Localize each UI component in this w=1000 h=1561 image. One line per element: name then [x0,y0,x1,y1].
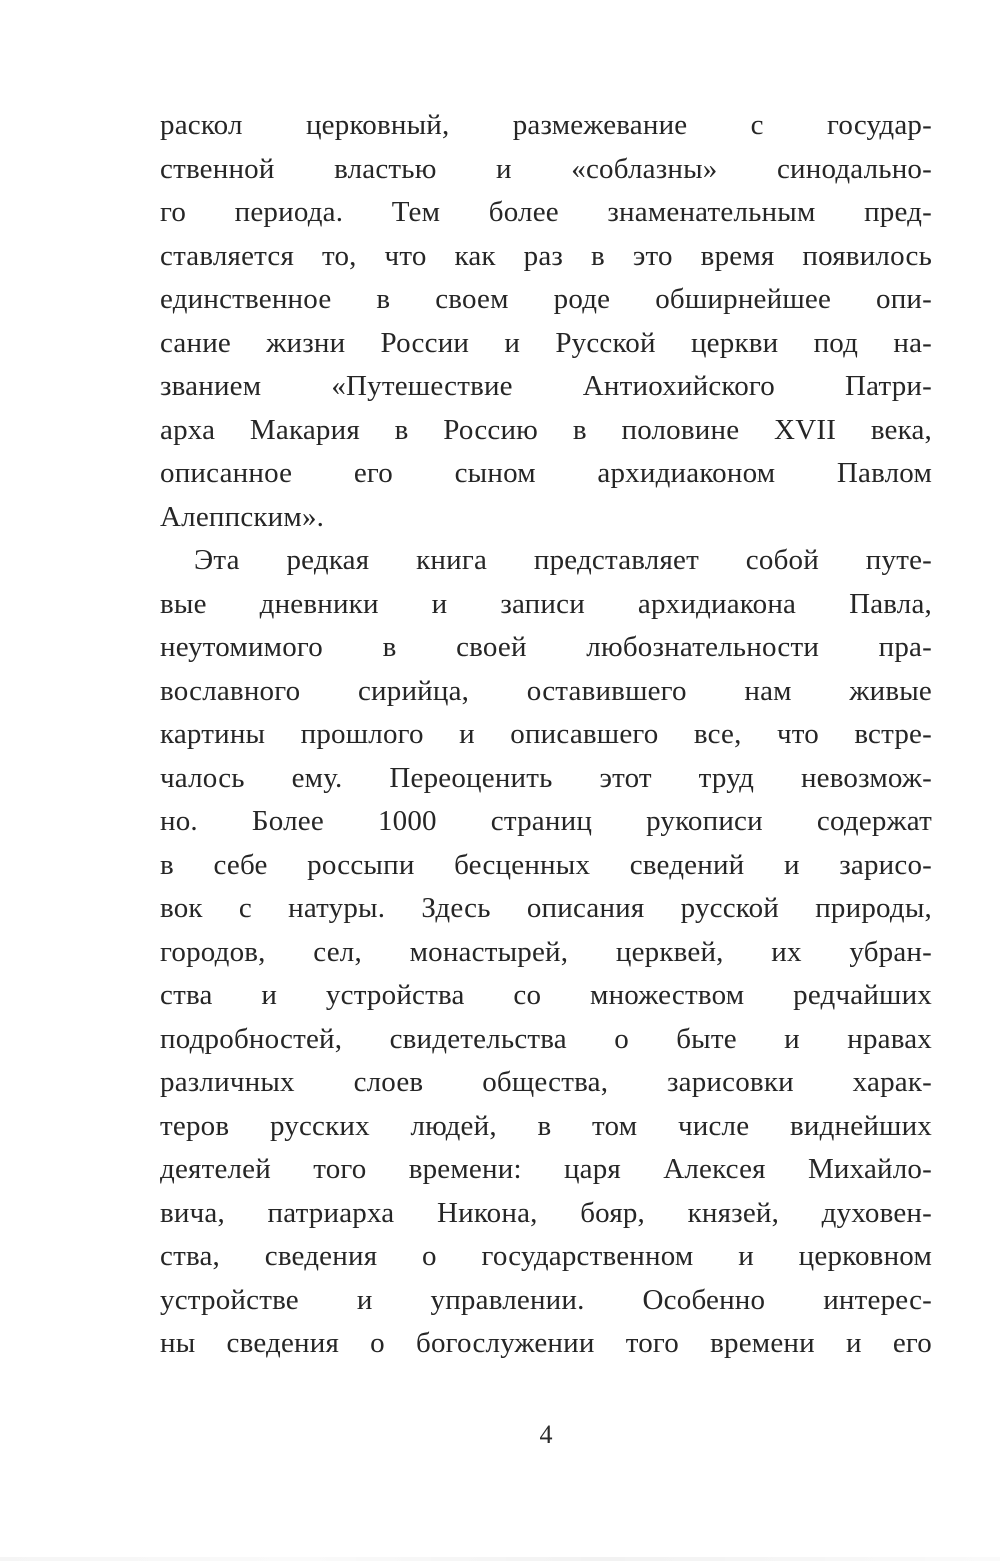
text-line: вок с натуры. Здесь описания русской природы, [160,892,932,924]
text-line: ставляется то, что как раз в это время появилось [160,239,932,272]
text-line: арха Макария в Россию в половине XVII века, [160,413,932,446]
text-line: ства, сведения о государственном и церковном [160,1240,932,1272]
text-line: вославного сирийца, оставившего нам живые [160,674,932,707]
text-line: го периода. Тем более знаменательным пред- [160,196,932,228]
text-block [160,104,932,1366]
text-line: теров русских людей, в том числе виднейших [160,1109,932,1142]
text-line: устройстве и управлении. Особенно интерес- [160,1283,932,1316]
text-line: городов, сел, монастырей, церквей, их убран- [160,935,932,968]
text-line: Эта редкая книга представляет собой путе- [194,544,932,576]
text-line: деятелей того времени: царя Алексея Михайло- [160,1153,932,1185]
text-line: званием «Путешествие Антиохийского Патри- [160,370,932,402]
text-line: вича, патриарха Никона, бояр, князей, духовен- [160,1196,932,1229]
text-line: раскол церковный, размежевание с государ- [160,109,932,141]
scan-edge-shadow [0,1557,1000,1561]
text-line: различных слоев общества, зарисовки харак- [160,1066,932,1098]
text-line: подробностей, свидетельства о быте и нравах [160,1022,932,1055]
text-line: единственное в своем роде обширнейшее опи- [160,283,932,315]
text-line: вые дневники и записи архидиакона Павла, [160,587,932,620]
page-number: 4 [539,1420,553,1449]
text-line: в себе россыпи бесценных сведений и зарисо- [160,848,932,881]
text-line: ства и устройства со множеством редчайших [160,979,932,1011]
text-line: картины прошлого и описавшего все, что встре- [160,718,932,750]
text-line: но. Более 1000 страниц рукописи содержат [160,805,932,837]
text-line: Алеппским». [160,500,325,533]
paragraph [160,539,932,1366]
text-line: описанное его сыном архидиаконом Павлом [160,457,932,489]
text-line: сание жизни России и Русской церкви под на- [160,326,932,359]
paragraph [160,104,932,539]
text-line: чалось ему. Переоценить этот труд невозмож- [160,761,932,794]
text-line: неутомимого в своей любознательности пра- [160,631,932,663]
text-line: ны сведения о богослужении того времени и его [160,1327,932,1359]
text-line: ственной властью и «соблазны» синодально- [160,152,932,185]
